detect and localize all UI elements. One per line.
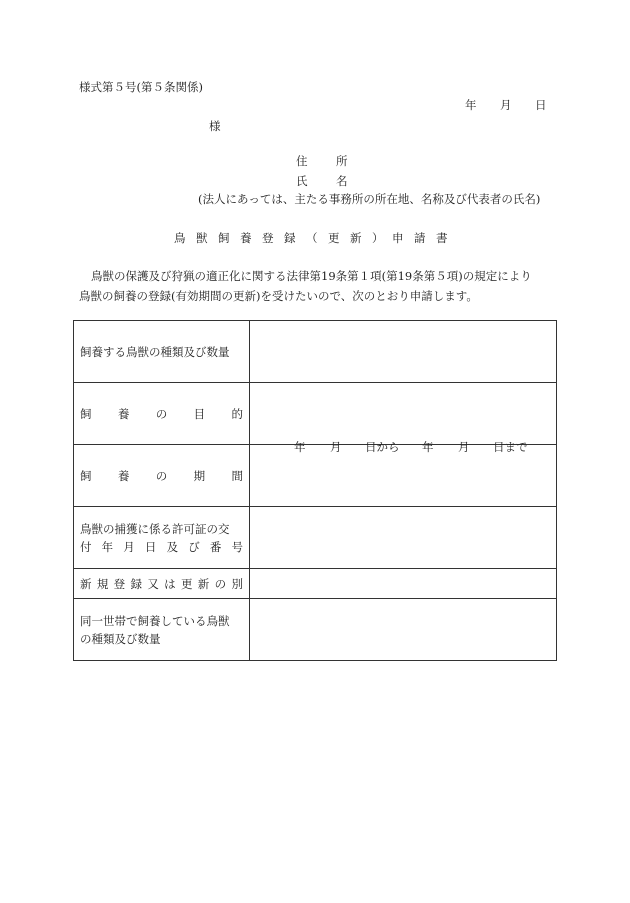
- species-value-cell[interactable]: [250, 321, 557, 383]
- title-char: 申: [392, 231, 404, 245]
- document-title: [174, 233, 448, 247]
- title-char: 更: [328, 231, 340, 245]
- period-start-year: 年: [294, 440, 306, 454]
- permit-label-line-2: [80, 538, 243, 556]
- period-start-month: 月: [330, 440, 342, 454]
- title-char: 請: [414, 231, 426, 245]
- title-char: 録: [284, 231, 296, 245]
- period-label-char: 養: [117, 468, 130, 483]
- species-label: 飼養する鳥獣の種類及び数量: [74, 321, 250, 383]
- permit-label-char: 年: [101, 539, 114, 554]
- household-label-line-1: 同一世帯で飼養している鳥獣: [80, 613, 230, 628]
- address-label-char-2: 所: [336, 154, 348, 168]
- form-number: 様式第５号(第５条関係): [79, 80, 203, 94]
- period-start-day: 日から: [365, 440, 400, 454]
- new-or-renewal-label: [74, 569, 250, 599]
- household-label: [74, 599, 250, 661]
- permit-label-char: 及: [166, 539, 179, 554]
- household-value-cell[interactable]: [250, 599, 557, 661]
- permit-label-char: 付: [80, 539, 92, 554]
- new-or-renewal-char: 登: [113, 576, 126, 591]
- addressee-suffix: 様: [209, 119, 221, 133]
- table-row-household: [74, 599, 557, 661]
- table-row-period: [74, 445, 557, 507]
- intro-line-1: 鳥獣の保護及び狩猟の適正化に関する法律第19条第１項(第19条第５項)の規定により: [91, 269, 532, 283]
- new-or-renewal-value-cell[interactable]: [250, 569, 557, 599]
- permit-label-line-1: 鳥獣の捕獲に係る許可証の交: [80, 521, 230, 536]
- title-char: （: [306, 231, 318, 245]
- intro-paragraph: [79, 266, 559, 306]
- permit-label-char: 号: [231, 539, 243, 554]
- table-row-purpose: [74, 383, 557, 445]
- new-or-renewal-char: 更: [180, 576, 193, 591]
- permit-label-char: 月: [123, 539, 135, 554]
- period-end-year: 年: [422, 440, 434, 454]
- new-or-renewal-char: 新: [197, 576, 210, 591]
- purpose-label-char: 飼: [80, 406, 92, 421]
- permit-label-char: 日: [144, 539, 157, 554]
- purpose-label-char: 的: [231, 406, 243, 421]
- date-day: 日: [535, 98, 547, 112]
- address-label-char-1: 住: [296, 154, 308, 168]
- permit-value-cell[interactable]: [250, 507, 557, 569]
- period-end-month: 月: [458, 440, 470, 454]
- corporate-note: (法人にあっては、主たる事務所の所在地、名称及び代表者の氏名): [198, 192, 541, 206]
- period-label-char: 飼: [80, 468, 92, 483]
- purpose-label: [74, 383, 250, 445]
- name-label-char-1: 氏: [296, 174, 308, 188]
- period-label: [74, 445, 250, 507]
- new-or-renewal-char: 又: [147, 576, 159, 591]
- period-value-cell[interactable]: [250, 440, 557, 507]
- purpose-label-char: 目: [193, 406, 206, 421]
- name-label-char-2: 名: [336, 174, 348, 188]
- new-or-renewal-char: 別: [231, 576, 243, 591]
- title-char: 飼: [218, 231, 230, 245]
- purpose-label-char: の: [155, 406, 168, 421]
- purpose-value-cell[interactable]: [250, 383, 557, 445]
- period-end-day: 日まで: [493, 440, 528, 454]
- table-row-species: [74, 321, 557, 383]
- title-char: 書: [436, 231, 448, 245]
- title-char: 新: [350, 231, 362, 245]
- new-or-renewal-char: 新: [80, 576, 92, 591]
- new-or-renewal-char: 録: [130, 576, 142, 591]
- date-year: 年: [465, 98, 477, 112]
- date-month: 月: [500, 98, 512, 112]
- permit-label: [74, 507, 250, 569]
- intro-line-2: 鳥獣の飼養の登録(有効期間の更新)を受けたいので、次のとおり申請します。: [79, 289, 478, 303]
- title-char: 登: [262, 231, 274, 245]
- title-char: 獣: [196, 231, 208, 245]
- period-label-char: 期: [193, 468, 206, 483]
- household-label-line-2: の種類及び数量: [80, 631, 161, 646]
- purpose-label-char: 養: [117, 406, 130, 421]
- table-row-permit: [74, 507, 557, 569]
- new-or-renewal-char: の: [214, 576, 227, 591]
- permit-label-char: 番: [209, 539, 222, 554]
- period-label-char: 間: [231, 468, 243, 483]
- new-or-renewal-char: 規: [96, 576, 109, 591]
- title-char: 鳥: [174, 231, 186, 245]
- title-char: ）: [372, 231, 384, 245]
- table-row-new-or-renewal: [74, 569, 557, 599]
- period-label-char: の: [155, 468, 168, 483]
- application-table: [73, 320, 557, 661]
- address-label: [296, 156, 356, 168]
- new-or-renewal-char: は: [164, 576, 176, 591]
- permit-label-char: び: [188, 539, 200, 554]
- name-label: [296, 176, 356, 188]
- title-char: 養: [240, 231, 252, 245]
